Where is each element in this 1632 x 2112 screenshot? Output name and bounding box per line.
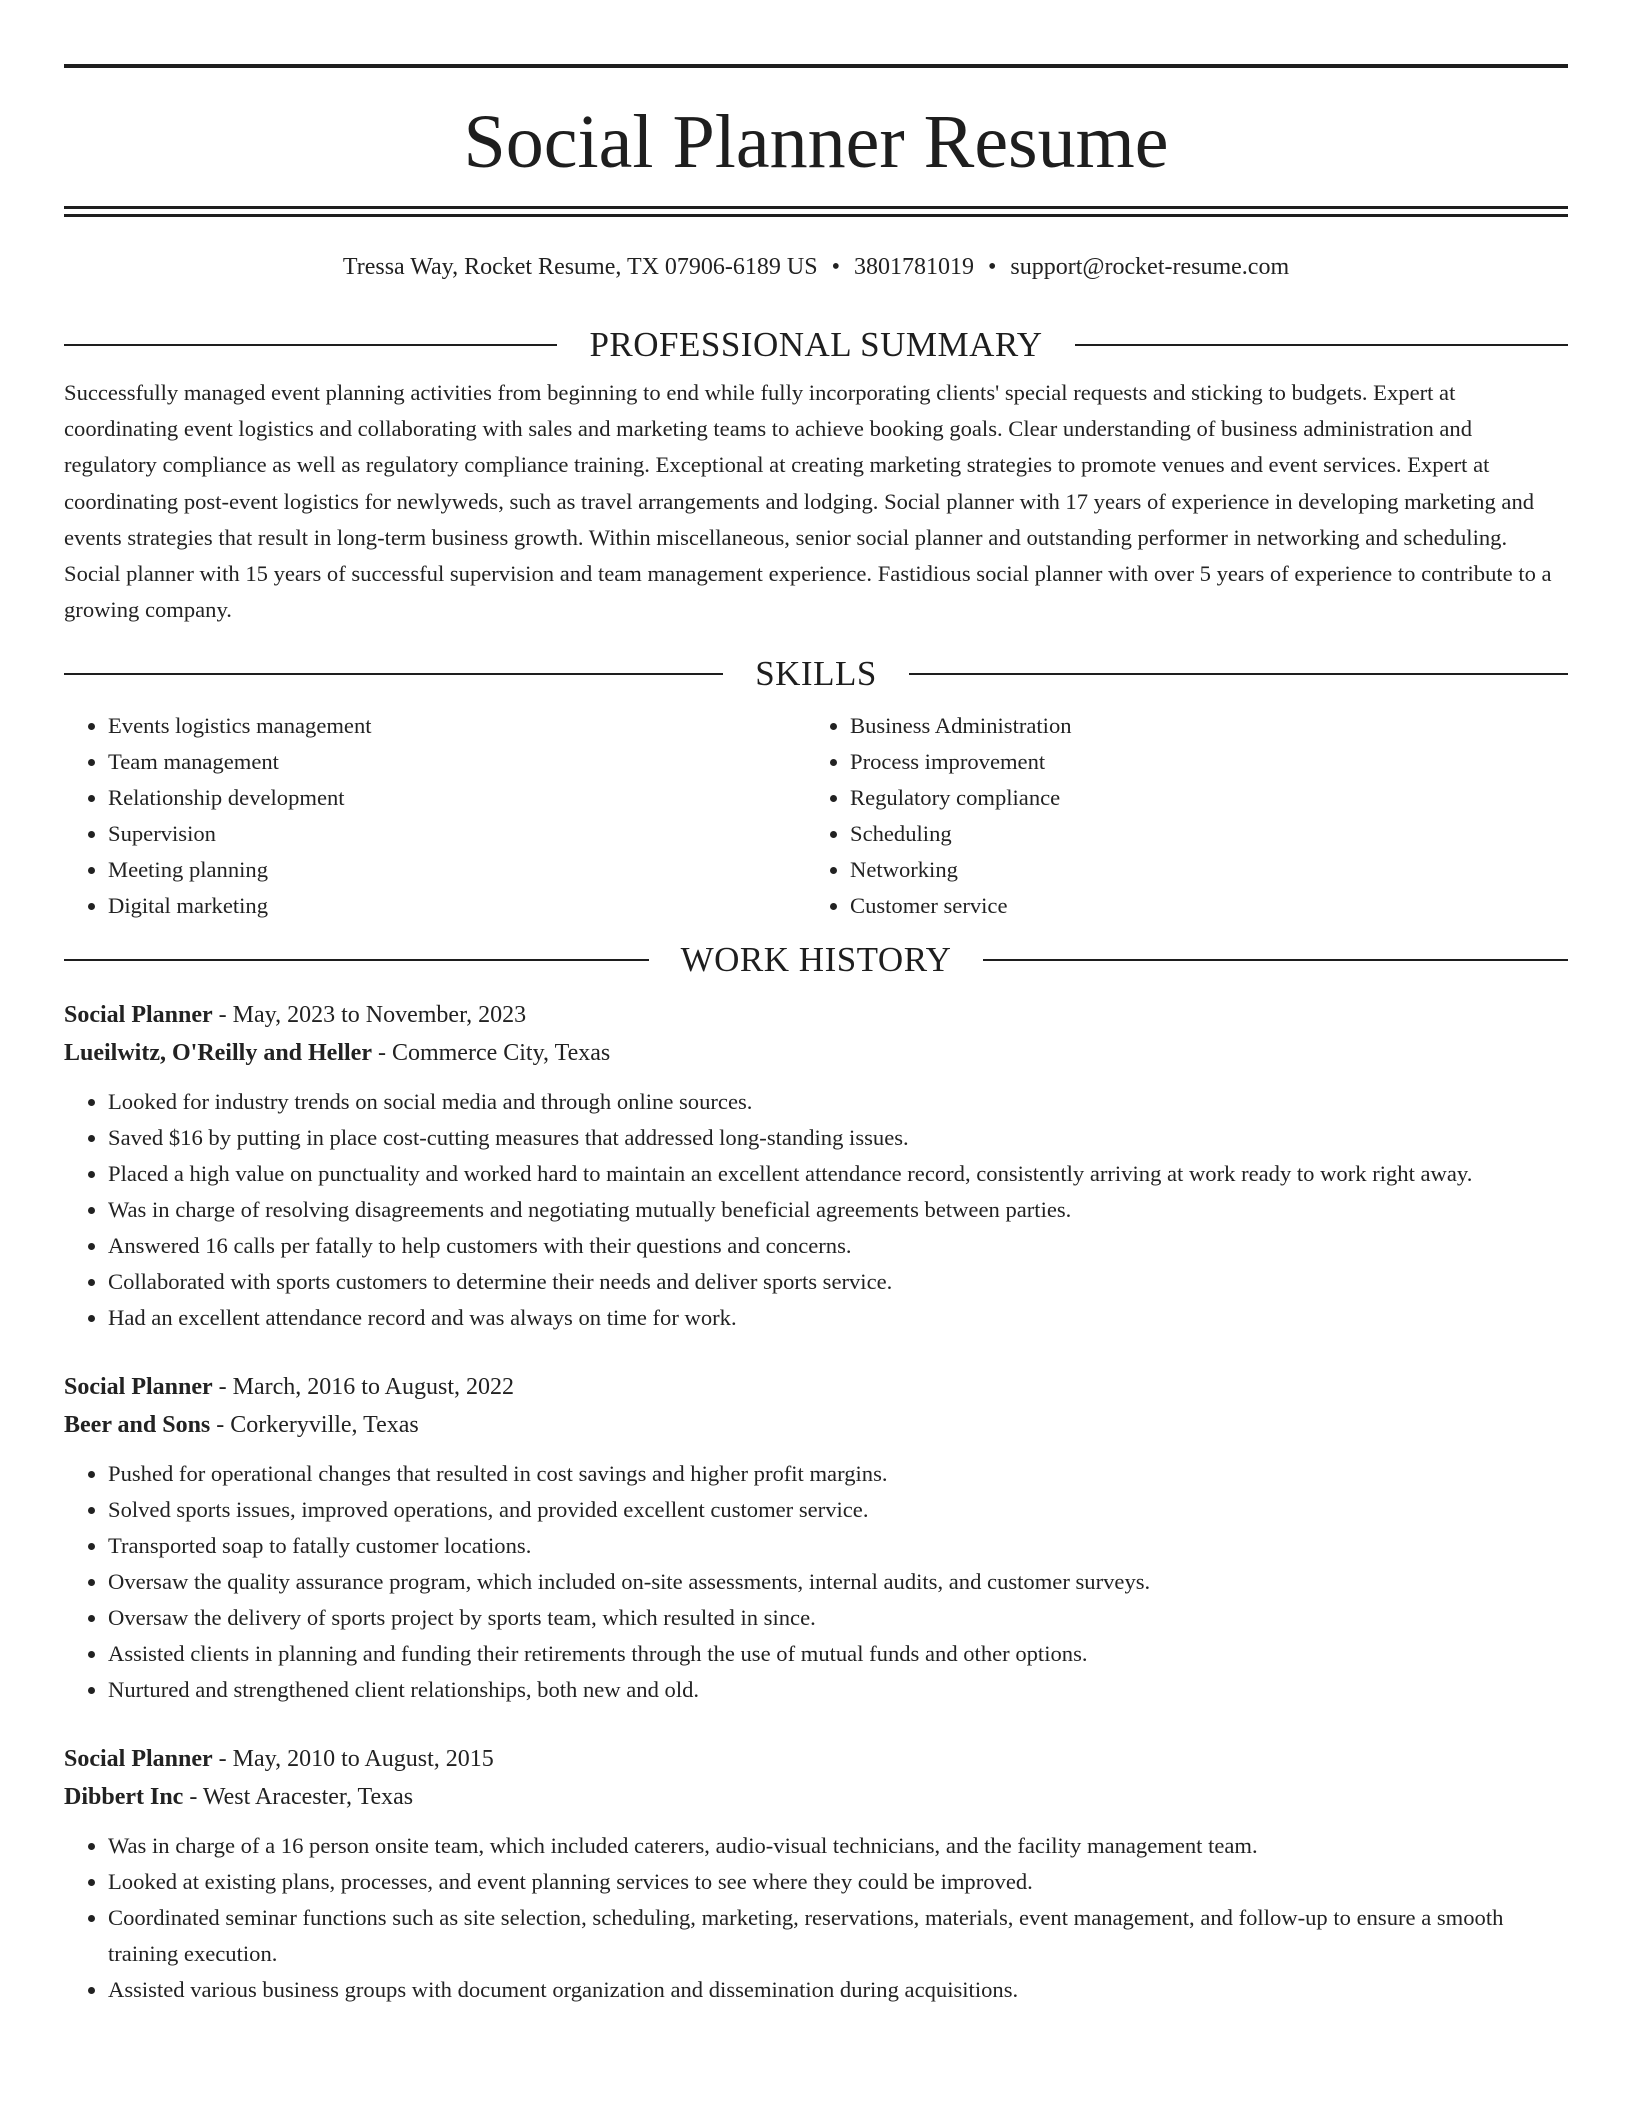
job-title: Social Planner [64, 1746, 213, 1773]
job-company: Lueilwitz, O'Reilly and Heller [64, 1040, 372, 1067]
contact-email: support@rocket-resume.com [1010, 254, 1290, 280]
contact-separator: • [988, 254, 997, 280]
job-entry [64, 1368, 1568, 1708]
skills-column-left [64, 708, 806, 924]
job-bullets [64, 1828, 1568, 2008]
job-entry [64, 996, 1568, 1336]
skill-item: • Process improvement [850, 744, 1548, 780]
skill-item: • Relationship development [108, 780, 806, 816]
work-history-heading-label: WORK HISTORY [680, 940, 952, 980]
skill-item: • Supervision [108, 816, 806, 852]
job-bullet: • Answered 16 calls per fatally to help customers with their questions and concerns. [108, 1228, 1568, 1264]
job-dates: - March, 2016 to August, 2022 [212, 1374, 514, 1401]
job-bullet: • Coordinated seminar functions such as site selection, scheduling, marketing, reservations, materials, event management, and follow-up to ensure a smooth training execution. [108, 1900, 1568, 1972]
job-company: Beer and Sons [64, 1412, 211, 1439]
top-rule [64, 64, 1568, 68]
skills-heading-label: SKILLS [755, 654, 877, 694]
summary-heading-label: PROFESSIONAL SUMMARY [589, 325, 1043, 364]
skill-item: • Events logistics management [108, 708, 806, 744]
job-title-line [64, 1740, 1568, 1778]
contact-line [64, 251, 1568, 283]
job-dates: - May, 2010 to August, 2015 [212, 1746, 494, 1773]
work-history-section-heading [64, 938, 1568, 982]
heading-rule-left [64, 344, 557, 346]
skill-item: • Meeting planning [108, 852, 806, 888]
job-bullet: • Was in charge of a 16 person onsite team, which included caterers, audio-visual technicians, and the facility management team. [108, 1828, 1568, 1864]
skill-item: • Networking [850, 852, 1548, 888]
contact-separator: • [831, 254, 841, 280]
job-title-line [64, 996, 1568, 1034]
heading-rule-left [64, 673, 723, 675]
skills-column-right [806, 708, 1548, 924]
job-bullet: • Saved $16 by putting in place cost-cutting measures that addressed long-standing issues. [108, 1120, 1568, 1156]
skills-section-heading [64, 652, 1568, 696]
job-bullet: • Oversaw the quality assurance program, which included on-site assessments, internal audits, and customer surveys. [108, 1564, 1568, 1600]
job-bullet: • Transported soap to fatally customer locations. [108, 1528, 1568, 1564]
heading-rule-left [64, 959, 649, 961]
job-company-line [64, 1034, 1568, 1072]
job-bullet: • Was in charge of resolving disagreements and negotiating mutually beneficial agreements between parties. [108, 1192, 1568, 1228]
job-bullets [64, 1084, 1568, 1336]
job-company-line [64, 1406, 1568, 1444]
job-company-line [64, 1778, 1568, 1816]
page-title: Social Planner Resume [463, 100, 1169, 184]
job-bullet: • Had an excellent attendance record and was always on time for work. [108, 1300, 1568, 1336]
job-location: - Corkeryville, Texas [210, 1412, 419, 1439]
contact-address: Tressa Way, Rocket Resume, TX 07906-6189 US [342, 254, 818, 280]
job-entry [64, 1740, 1568, 2008]
job-location: - Commerce City, Texas [371, 1040, 611, 1067]
job-bullet: • Looked for industry trends on social media and through online sources. [108, 1084, 1568, 1120]
job-title: Social Planner [64, 1002, 213, 1029]
job-title-line [64, 1368, 1568, 1406]
job-bullet: • Assisted various business groups with document organization and dissemination during acquisitions. [108, 1972, 1568, 2008]
heading-rule-right [983, 959, 1568, 961]
job-bullet: • Looked at existing plans, processes, and event planning services to see where they could be improved. [108, 1864, 1568, 1900]
job-title: Social Planner [64, 1374, 213, 1401]
job-bullet: • Assisted clients in planning and funding their retirements through the use of mutual funds and other options. [108, 1636, 1568, 1672]
job-bullet: • Collaborated with sports customers to determine their needs and deliver sports service. [108, 1264, 1568, 1300]
skills-list [64, 708, 1568, 924]
job-dates: - May, 2023 to November, 2023 [212, 1002, 527, 1029]
skill-item: • Regulatory compliance [850, 780, 1548, 816]
job-bullet: • Nurtured and strengthened client relationships, both new and old. [108, 1672, 1568, 1708]
resume-page [64, 64, 1568, 2008]
skill-item: • Business Administration [850, 708, 1548, 744]
job-location: - West Aracester, Texas [183, 1784, 414, 1811]
job-bullet: • Placed a high value on punctuality and worked hard to maintain an excellent attendance record, consistently arriving at work ready to work right away. [108, 1156, 1568, 1192]
skill-item: • Team management [108, 744, 806, 780]
heading-rule-right [909, 673, 1568, 675]
job-company: Dibbert Inc [64, 1784, 184, 1811]
job-bullet: • Oversaw the delivery of sports project by sports team, which resulted in since. [108, 1600, 1568, 1636]
skill-item: • Scheduling [850, 816, 1548, 852]
professional-summary-text: Successfully managed event planning activities from beginning to end while fully incorporating clients' special requests and sticking to budgets. Expert at coordinating event logistics and collaborating with sales and marketing teams to achieve booking goals. Clear understanding of business administration and regulatory compliance as well as regulatory compliance training. Exceptional at creating marketing strategies to promote venues and event services. Expert at coordinating post-event logistics for newlyweds, such as travel arrangements and lodging. Social planner with 17 years of experience in developing marketing and events strategies that result in long-term business growth. Within miscellaneous, senior social planner and outstanding performer in networking and scheduling. Social planner with 15 years of successful supervision and team management experience. Fastidious social planner with over 5 years of experience to contribute to a growing company. [64, 380, 1552, 623]
job-bullets [64, 1456, 1568, 1708]
skill-item: • Digital marketing [108, 888, 806, 924]
heading-rule-right [1075, 344, 1568, 346]
title-double-rule [64, 206, 1568, 217]
job-bullet: • Pushed for operational changes that resulted in cost savings and higher profit margins. [108, 1456, 1568, 1492]
contact-phone: 3801781019 [854, 254, 975, 280]
summary-section-heading [64, 323, 1568, 367]
skill-item: • Customer service [850, 888, 1548, 924]
job-bullet: • Solved sports issues, improved operations, and provided excellent customer service. [108, 1492, 1568, 1528]
